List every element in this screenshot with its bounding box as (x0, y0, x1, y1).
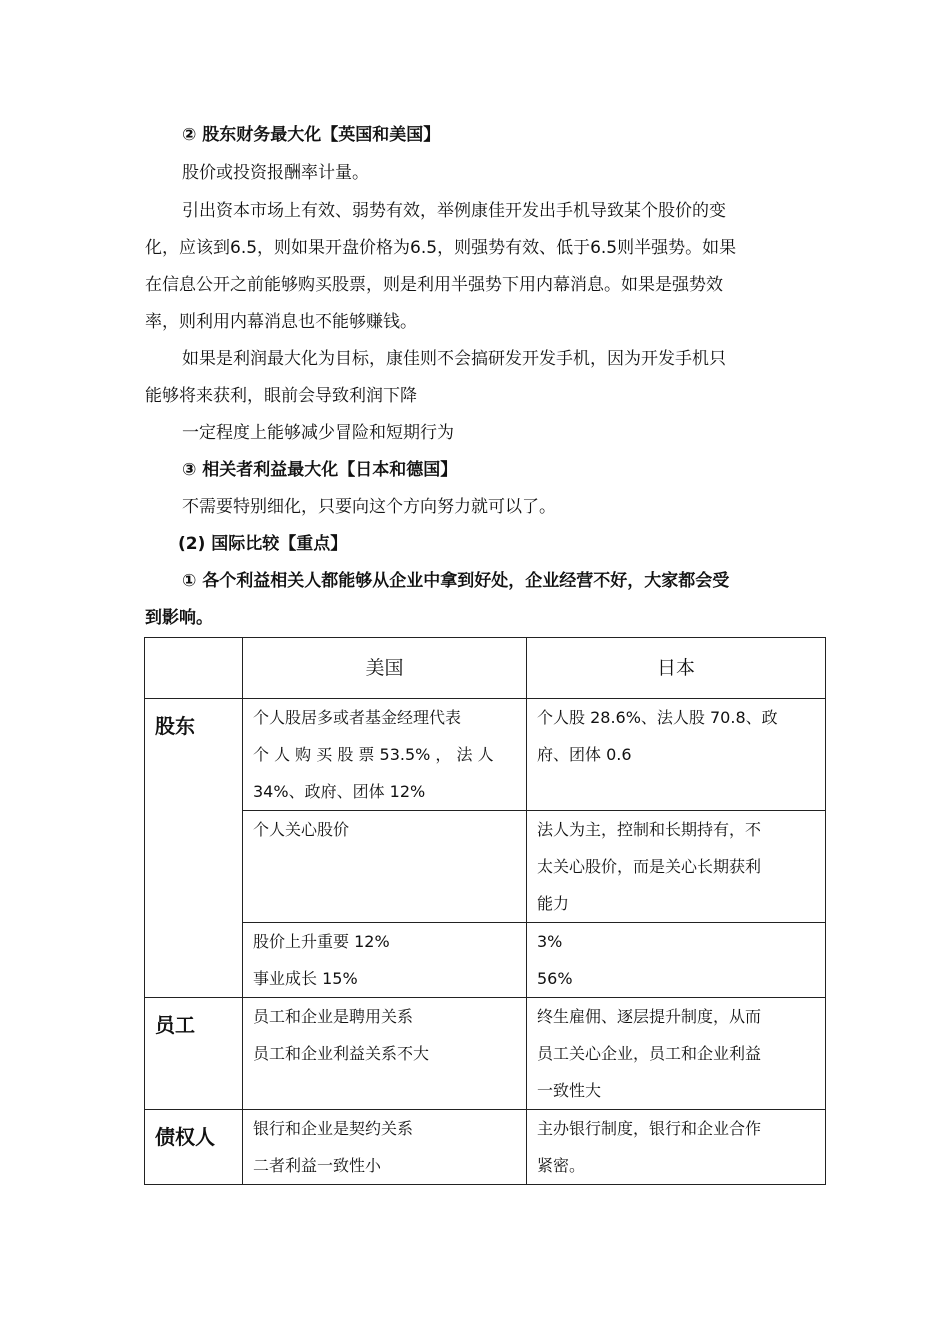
cell-text: 3% (537, 932, 563, 951)
table-row (145, 699, 826, 811)
cell-text: 二者利益一致性小 (253, 1156, 382, 1175)
table-cell (527, 699, 826, 811)
table-row (145, 923, 826, 998)
row-header-creditors: 债权人 (145, 1110, 243, 1185)
cell-text: 56% (537, 969, 573, 988)
cell-text: 个人股居多或者基金经理代表 (253, 708, 462, 727)
cell-text: 主办银行制度，银行和企业合作 (537, 1119, 762, 1138)
paragraph-market-line: 化，应该到6.5，则如果开盘价格为6.5，则强势有效、低于6.5则半强势。如果 (145, 238, 737, 258)
paragraph-stock-measure: 股价或投资报酬率计量。 (182, 163, 369, 183)
table-row (145, 811, 826, 923)
cell-text: 法人为主，控制和长期持有，不 (537, 820, 762, 839)
paragraph-direction: 不需要特别细化，只要向这个方向努力就可以了。 (182, 497, 556, 517)
table-cell (527, 1110, 826, 1185)
table-corner-cell (145, 638, 243, 699)
paragraph-market-line: 在信息公开之前能够购买股票，则是利用半强势下用内幕消息。如果是强势效 (145, 275, 723, 295)
table-cell (243, 1110, 527, 1185)
paragraph-profit-line: 如果是利润最大化为目标，康佳则不会搞研发开发手机，因为开发手机只 (182, 349, 726, 369)
section-heading-2: ② 股东财务最大化【英国和美国】 (182, 125, 441, 145)
paragraph-bold-line: 到影响。 (145, 608, 213, 628)
paragraph-bold-line: ① 各个利益相关人都能够从企业中拿到好处，企业经营不好，大家都会受 (182, 571, 730, 591)
cell-text: 事业成长 15% (253, 969, 358, 988)
table-cell (527, 998, 826, 1110)
cell-text: 一致性大 (537, 1081, 602, 1100)
column-header-japan: 日本 (527, 638, 826, 699)
cell-text: 员工和企业是聘用关系 (253, 1007, 414, 1026)
cell-text: 府、团体 0.6 (537, 745, 632, 764)
paragraph-risk: 一定程度上能够减少冒险和短期行为 (182, 423, 454, 443)
paragraph-market-line: 率，则利用内幕消息也不能够赚钱。 (145, 312, 417, 332)
cell-text: 能力 (537, 894, 570, 913)
paragraph-profit-line: 能够将来获利，眼前会导致利润下降 (145, 386, 417, 406)
cell-text: 股价上升重要 12% (253, 932, 390, 951)
paragraph-market-line: 引出资本市场上有效、弱势有效，举例康佳开发出手机导致某个股价的变 (182, 201, 726, 221)
cell-text: 员工关心企业，员工和企业利益 (537, 1044, 762, 1063)
row-header-shareholders: 股东 (145, 699, 243, 998)
table-cell (243, 923, 527, 998)
table-cell (527, 811, 826, 923)
cell-text: 银行和企业是契约关系 (253, 1119, 414, 1138)
cell-text: 员工和企业利益关系不大 (253, 1044, 430, 1063)
table-cell (243, 811, 527, 923)
cell-text: 个人关心股价 (253, 820, 350, 839)
cell-text: 终生雇佣、逐层提升制度，从而 (537, 1007, 762, 1026)
row-header-employees: 员工 (145, 998, 243, 1110)
section-heading-international: (2) 国际比较【重点】 (178, 534, 348, 554)
cell-text: 个 人 购 买 股 票 53.5% ， 法 人 (253, 745, 494, 764)
cell-text: 个人股 28.6%、法人股 70.8、政 (537, 708, 778, 727)
comparison-table (144, 637, 826, 1185)
table-header-row (145, 638, 826, 699)
cell-text: 34%、政府、团体 12% (253, 782, 426, 801)
table-cell (527, 923, 826, 998)
column-header-us: 美国 (243, 638, 527, 699)
table-row (145, 998, 826, 1110)
section-heading-3: ③ 相关者利益最大化【日本和德国】 (182, 460, 458, 480)
cell-text: 紧密。 (537, 1156, 586, 1175)
table-cell (243, 699, 527, 811)
table-cell (243, 998, 527, 1110)
cell-text: 太关心股价，而是关心长期获利 (537, 857, 762, 876)
table-row (145, 1110, 826, 1185)
